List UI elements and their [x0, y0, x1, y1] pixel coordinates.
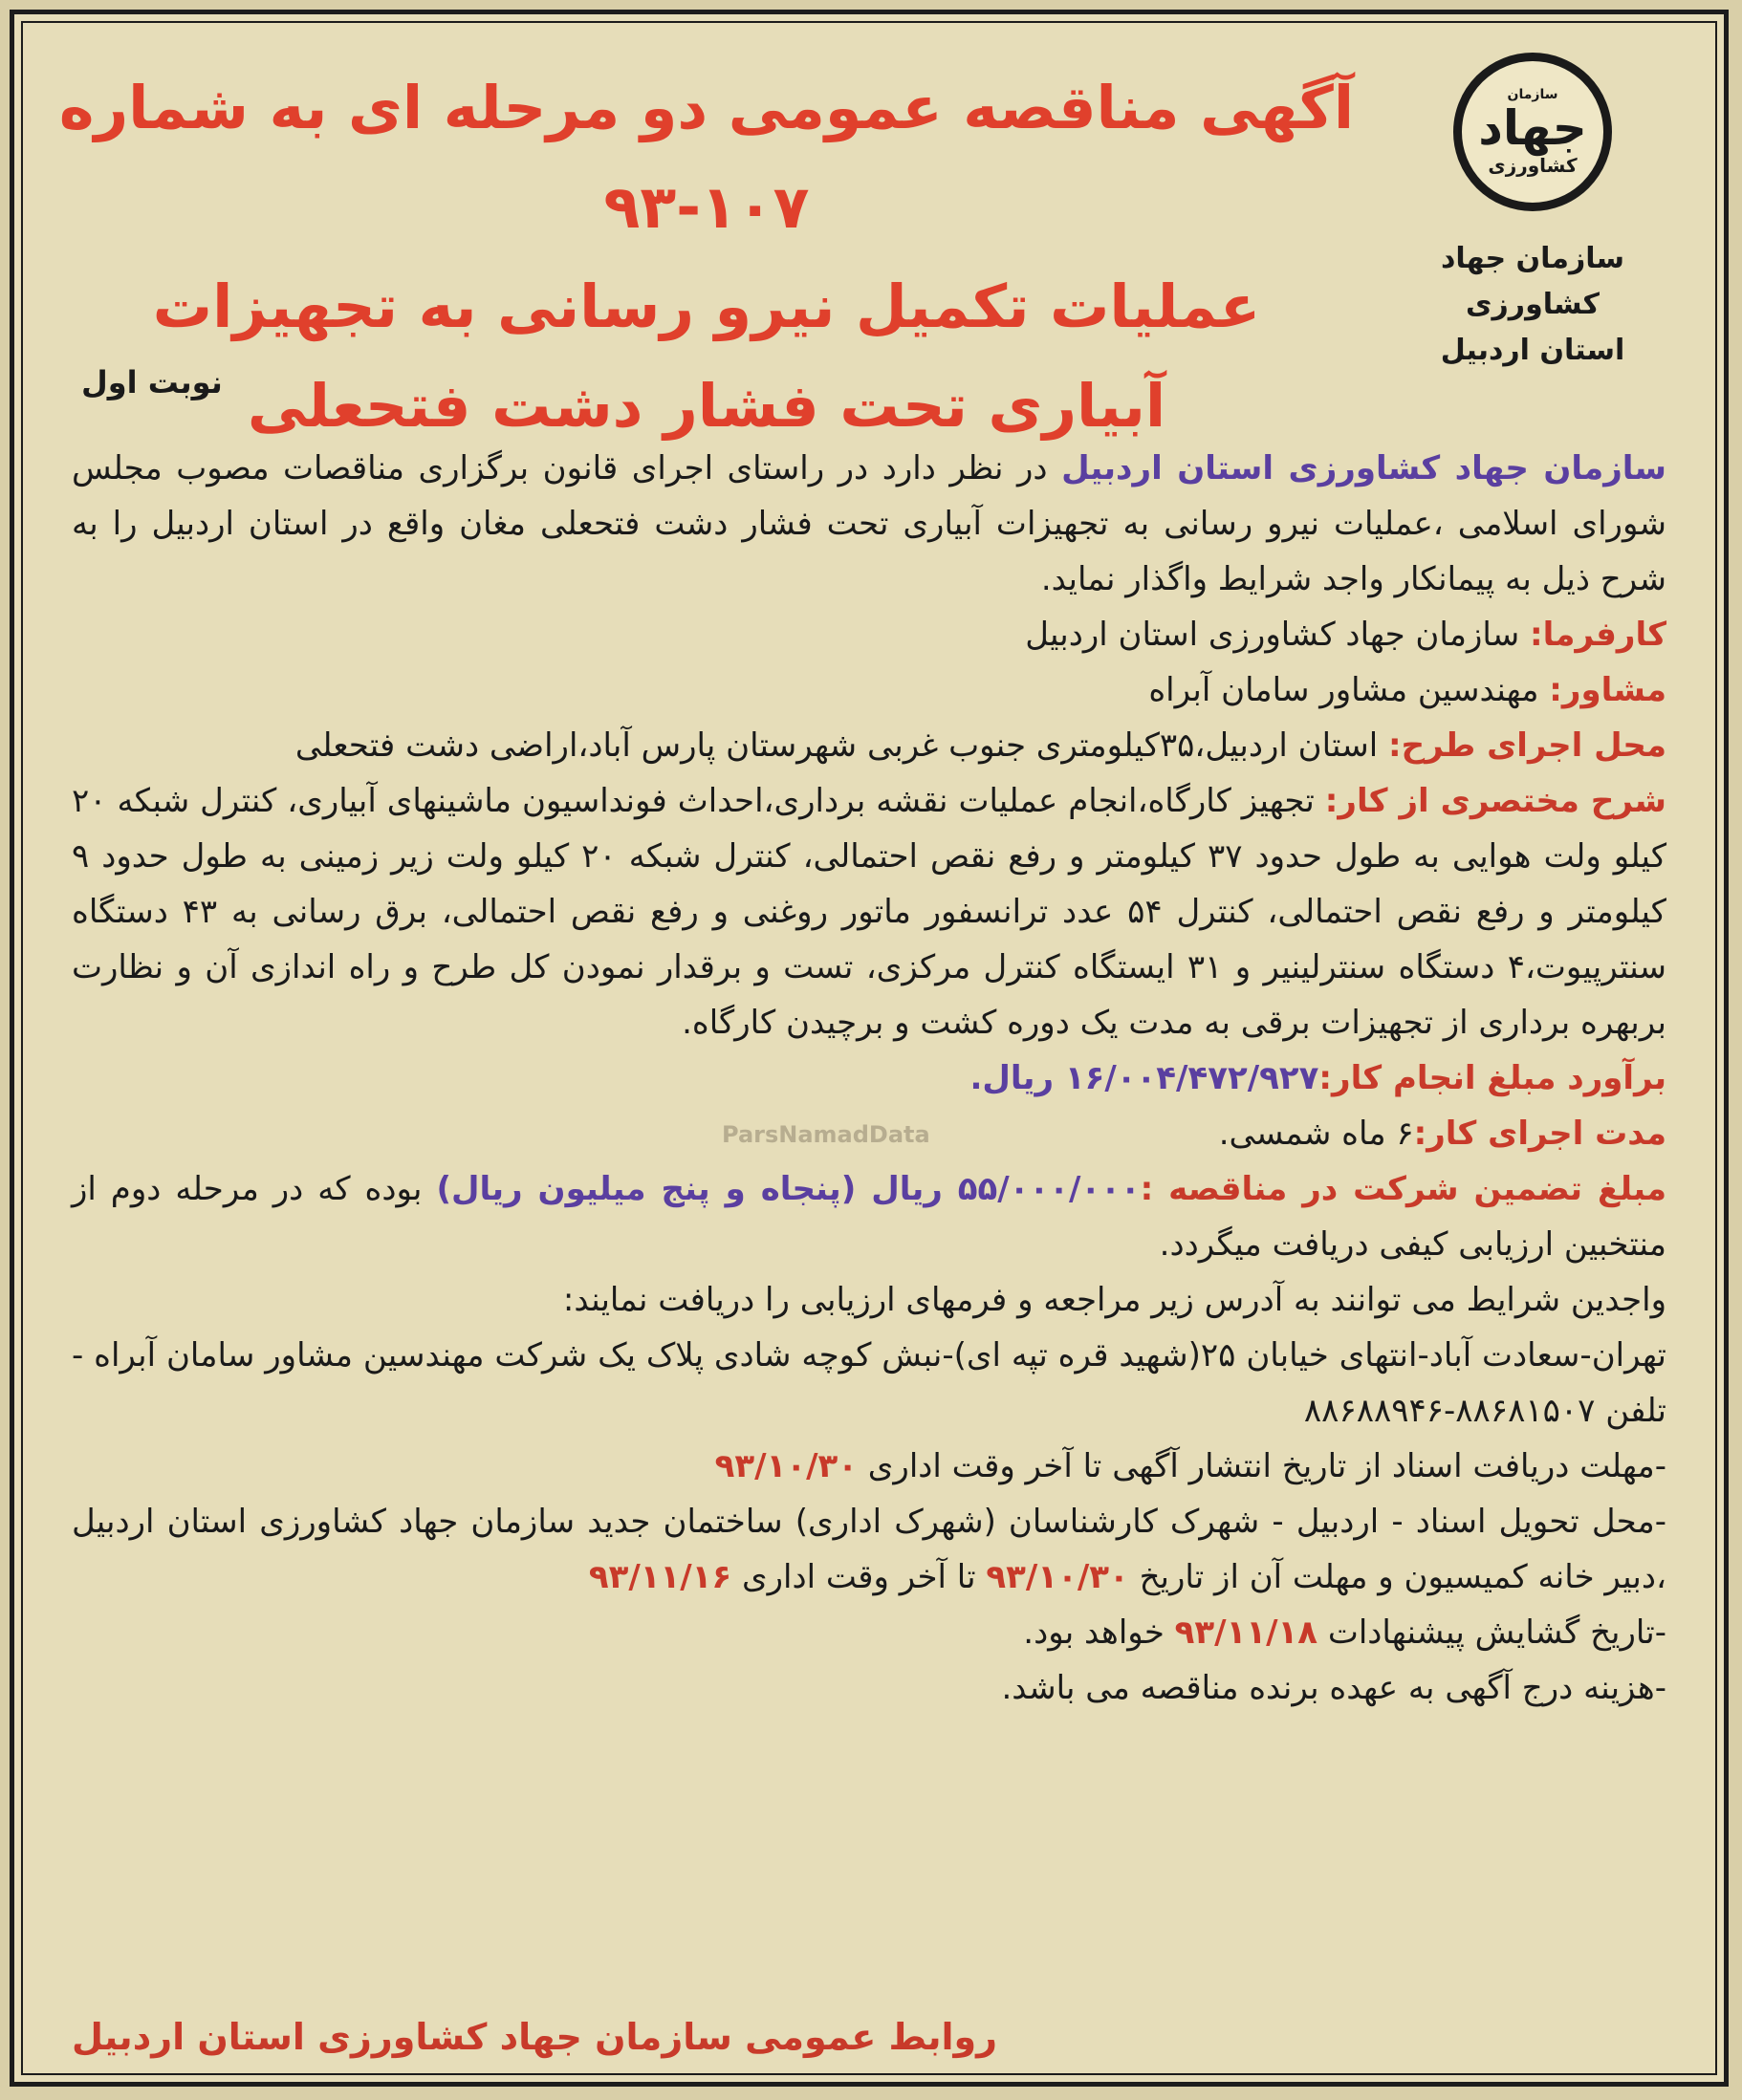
title-line-2: عملیات تکمیل نیرو رسانی به تجهیزات: [152, 271, 1261, 341]
notice-title: [53, 58, 1361, 456]
opening-line: -تاریخ گشایش پیشنهادات ۹۳/۱۱/۱۸ خواهد بود.: [1023, 1613, 1666, 1652]
consultant-line: مشاور: مهندسین مشاور سامان آبراه: [1148, 671, 1666, 709]
header-logo-area: [1389, 53, 1676, 367]
title-line-1: آگهی مناقصه عمومی دو مرحله ای به شماره ۱۰۷-۹۳: [58, 73, 1355, 242]
publication-round: نوبت اول: [81, 364, 223, 401]
watermark: ParsNamadData: [722, 1121, 930, 1148]
title-line-3: آبیاری تحت فشار دشت فتحعلی: [247, 371, 1166, 441]
guarantee-paragraph: مبلغ تضمین شرکت در مناقصه :۵۵/۰۰۰/۰۰۰ ریال (پنجاه و پنج میلیون ریال) بوده که در مرحله دوم از منتخبین ارزیابی کیفی دریافت میگردد.: [72, 1170, 1667, 1264]
location-line: محل اجرای طرح: استان اردبیل،۳۵کیلومتری جنوب غربی شهرستان پارس آباد،اراضی دشت فتحعلی: [294, 726, 1666, 765]
intro-paragraph: سازمان جهاد کشاورزی استان اردبیل در نظر دارد در راستای اجرای قانون برگزاری مناقصات مصوب مجلس شورای اسلامی ،عملیات نیرو رسانی به تجهیزات آبیاری تحت فشار دشت فتحعلی مغان واقع در استان اردبیل را به شرح ذیل به پیمانکار واجد شرایط واگذار نماید.: [72, 449, 1666, 598]
deadline-line: -مهلت دریافت اسناد از تاریخ انتشار آگهی تا آخر وقت اداری ۹۳/۱۰/۳۰: [714, 1447, 1666, 1485]
employer-line: کارفرما: سازمان جهاد کشاورزی استان اردبیل: [1025, 616, 1666, 654]
tender-notice: [10, 10, 1729, 2087]
address-paragraph: تهران-سعادت آباد-انتهای خیابان ۲۵(شهید قره تپه ای)-نبش کوچه شادی پلاک یک شرکت مهندسین مشاور سامان آبراه - تلفن ۸۸۶۸۱۵۰۷-۸۸۶۸۸۹۴۶: [72, 1336, 1667, 1430]
jahad-logo-icon: سازمان جهاد کشاورزی: [1453, 53, 1612, 211]
duration-line: مدت اجرای کار:۶ ماه شمسی.: [1218, 1115, 1666, 1153]
delivery-paragraph: -محل تحویل اسناد - اردبیل - شهرک کارشناسان (شهرک اداری) ساختمان جدید سازمان جهاد کشاورزی استان اردبیل ،دبیر خانه کمیسیون و مهلت آن از تاریخ ۹۳/۱۰/۳۰ تا آخر وقت اداری ۹۳/۱۱/۱۶: [72, 1503, 1666, 1596]
estimate-line: برآورد مبلغ انجام کار:۱۶/۰۰۴/۴۷۲/۹۲۷ ریال.: [969, 1059, 1666, 1097]
description-paragraph: شرح مختصری از کار: تجهیز کارگاه،انجام عملیات نقشه برداری،احداث فونداسیون ماشینهای آبیاری، کنترل شبکه ۲۰ کیلو ولت هوایی به طول حدود ۳۷ کیلومتر و رفع نقص احتمالی، کنترل شبکه ۲۰ کیلو ولت زیر زمینی به طول حدود ۹ کیلومتر و رفع نقص احتمالی، کنترل ۵۴ عدد ترانسفور ماتور روغنی و رفع نقص احتمالی، برق رسانی به ۴۳ دستگاه سنترپیوت،۴ دستگاه سنترلینیر و ۳۱ ایستگاه کنترل مرکزی، تست و برقدار نمودن کل طرح و راه اندازی آن و نظارت بربهره برداری از تجهیزات برقی به مدت یک دوره کشت و برچیدن کارگاه.: [72, 782, 1667, 1042]
organization-name: سازمان جهاد کشاورزی استان اردبیل: [1440, 242, 1625, 367]
notice-body: [72, 441, 1666, 1716]
footer-signature: روابط عمومی سازمان جهاد کشاورزی استان اردبیل: [72, 2016, 998, 2058]
address-intro: واجدین شرایط می توانند به آدرس زیر مراجعه و فرمهای ارزیابی را دریافت نمایند:: [562, 1281, 1666, 1319]
cost-line: -هزینه درج آگهی به عهده برنده مناقصه می باشد.: [1001, 1669, 1666, 1707]
